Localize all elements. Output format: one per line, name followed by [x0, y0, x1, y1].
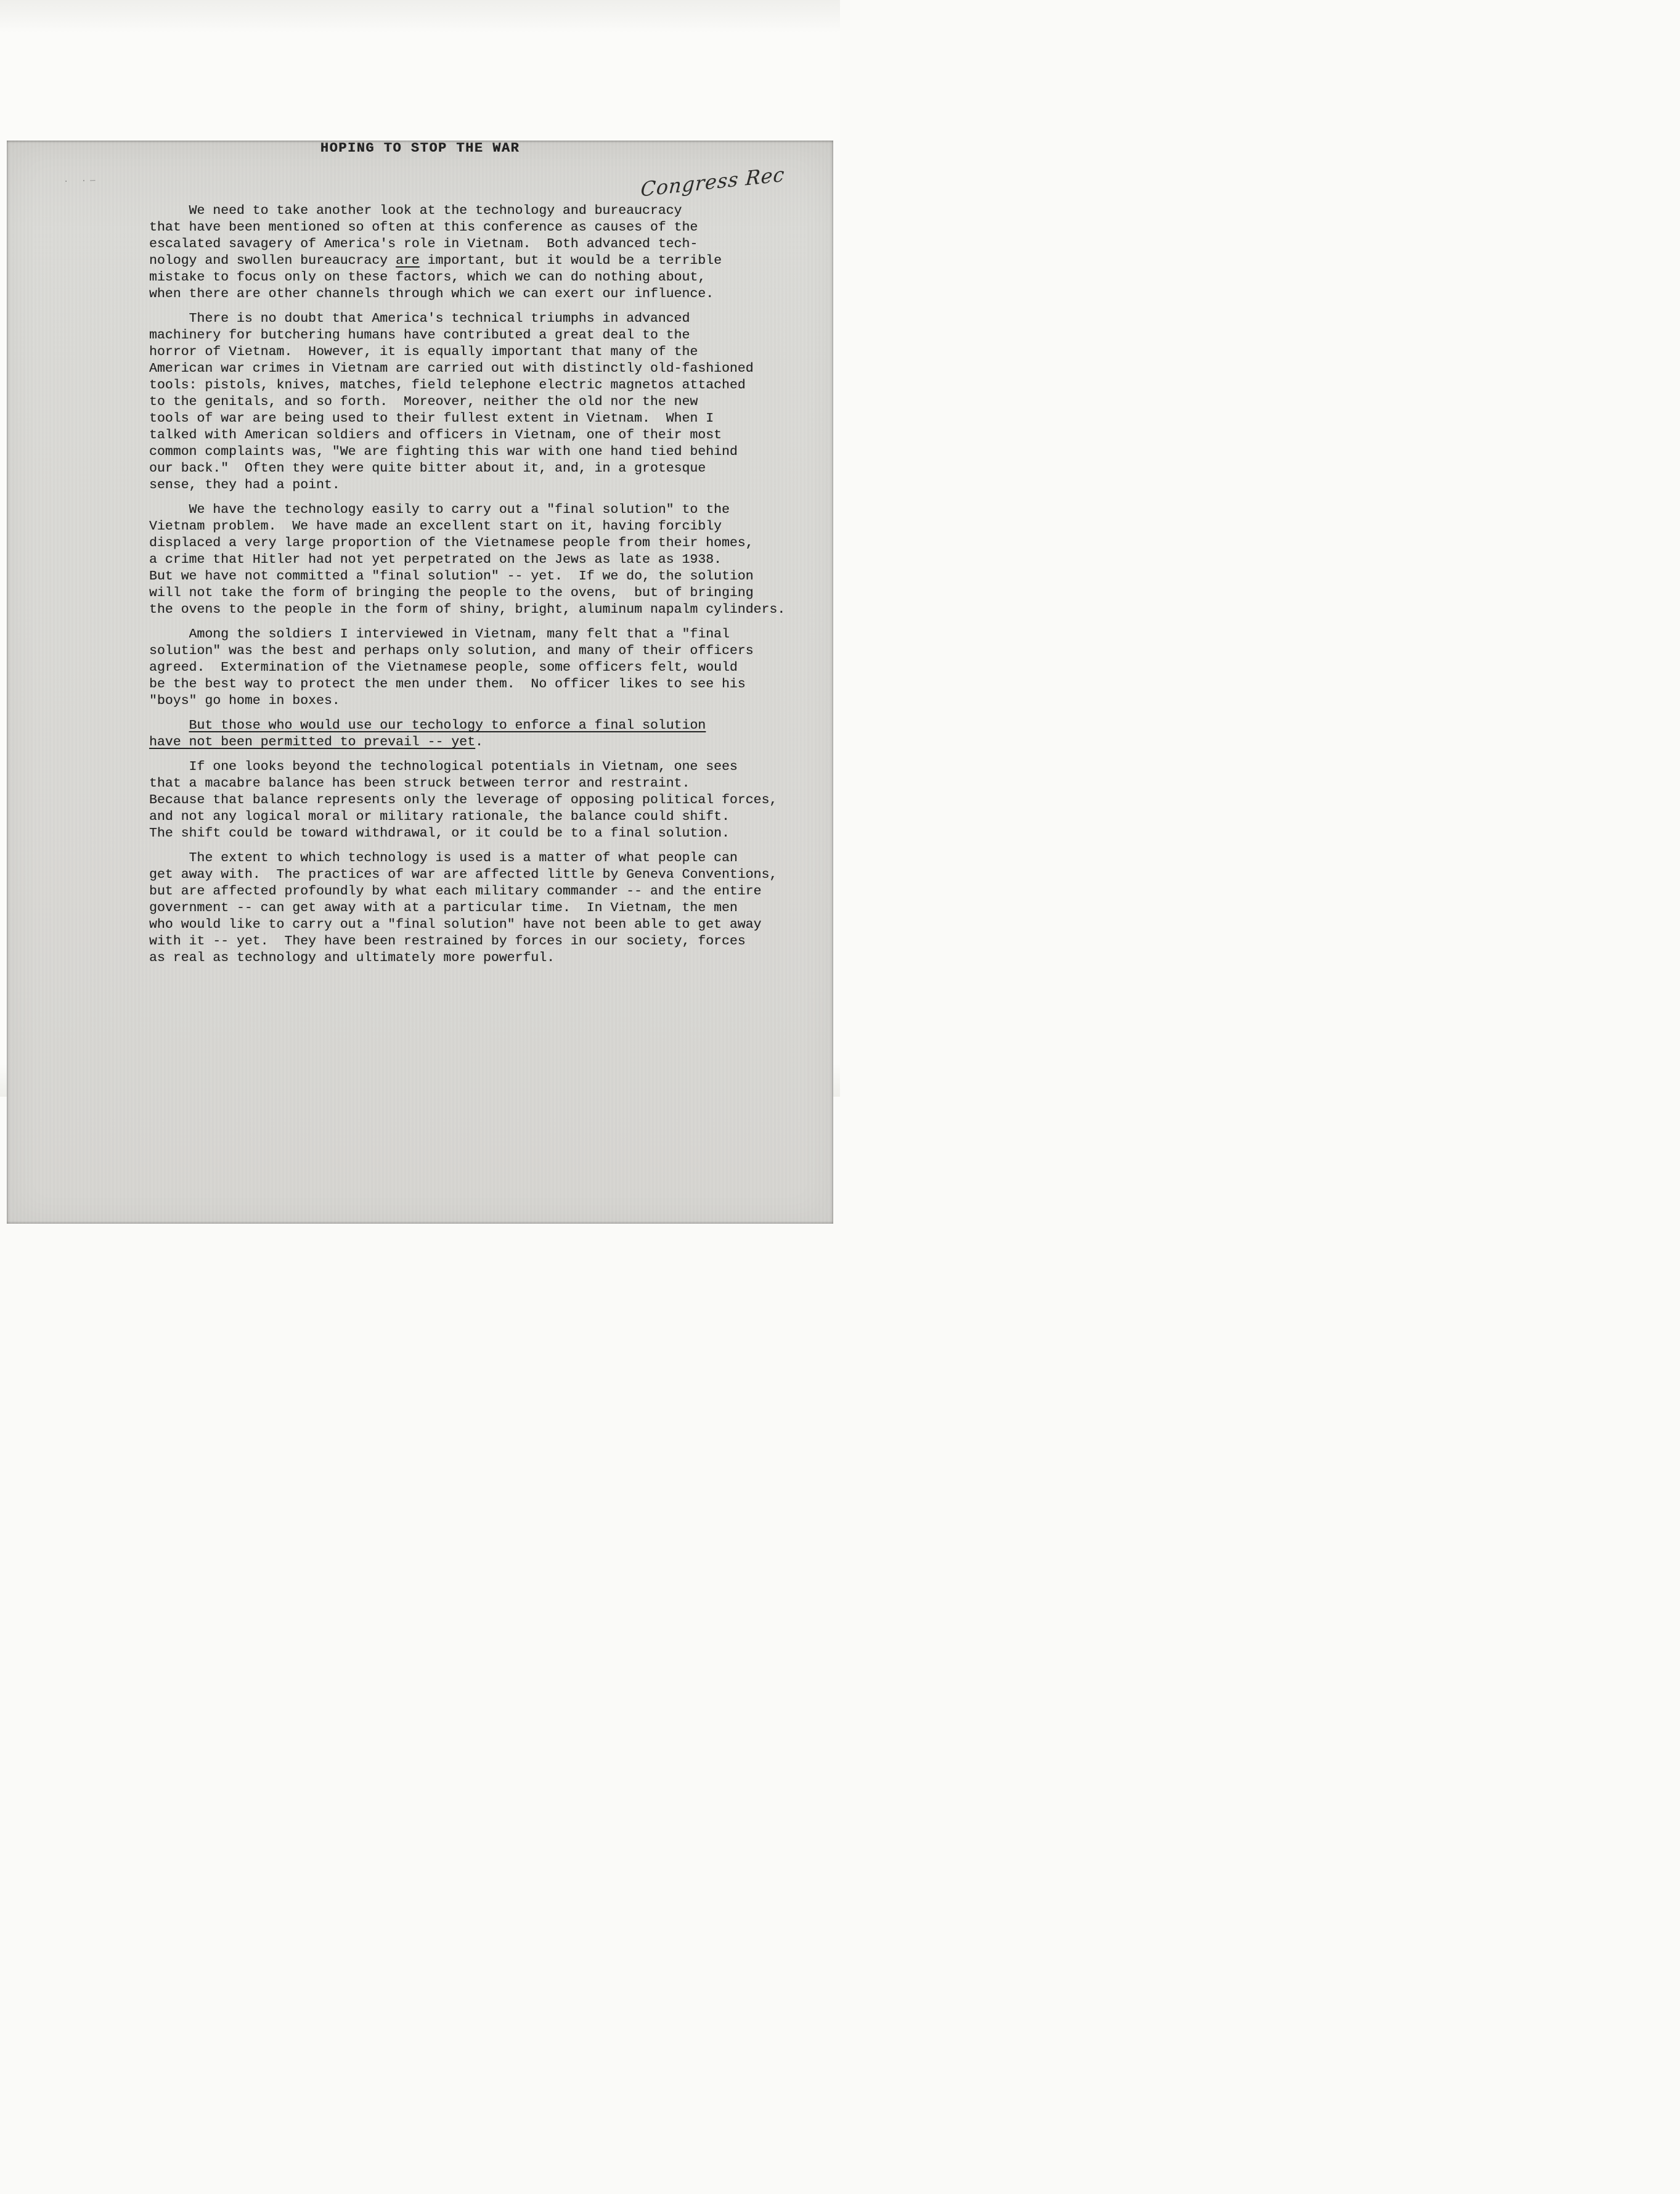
paragraph: [149, 718, 795, 751]
typewritten-line: Vietnam problem. We have made an excellent start on it, having forcibly: [149, 519, 722, 534]
typewritten-line: with it -- yet. They have been restrained by forces in our society, forces: [149, 934, 746, 949]
typewritten-line: be the best way to protect the men under them. No officer likes to see his: [149, 677, 746, 692]
typewritten-line: that a macabre balance has been struck between terror and restraint.: [149, 776, 690, 791]
typewritten-line: If one looks beyond the technological potentials in Vietnam, one sees: [149, 759, 738, 774]
typewritten-line: displaced a very large proportion of the Vietnamese people from their homes,: [149, 536, 754, 551]
typewritten-line: have not been permitted to prevail -- yet.: [149, 735, 483, 750]
typewritten-line: and not any logical moral or military rationale, the balance could shift.: [149, 809, 730, 824]
typewritten-line: our back." Often they were quite bitter about it, and, in a grotesque: [149, 461, 706, 476]
paragraph: [149, 203, 795, 303]
typewritten-line: tools of war are being used to their fullest extent in Vietnam. When I: [149, 411, 714, 426]
typewritten-line: We have the technology easily to carry out a "final solution" to the: [149, 502, 730, 517]
scan-background: [0, 0, 840, 1097]
typewritten-line: The shift could be toward withdrawal, or it could be to a final solution.: [149, 826, 730, 841]
typewritten-line: solution" was the best and perhaps only solution, and many of their officers: [149, 644, 754, 658]
typewritten-line: mistake to focus only on these factors, which we can do nothing about,: [149, 270, 706, 285]
typewritten-line: talked with American soldiers and officers in Vietnam, one of their most: [149, 428, 722, 443]
typewritten-line: escalated savagery of America's role in Vietnam. Both advanced tech-: [149, 237, 698, 252]
underlined-text: have not been permitted to prevail -- yet: [149, 735, 475, 750]
typewritten-line: horror of Vietnam. However, it is equally important that many of the: [149, 345, 698, 359]
paragraph: [149, 502, 795, 618]
typewritten-line: when there are other channels through which we can exert our influence.: [149, 287, 714, 301]
typewritten-line: Among the soldiers I interviewed in Vietnam, many felt that a "final: [149, 627, 730, 642]
typewritten-line: the ovens to the people in the form of shiny, bright, aluminum napalm cylinders.: [149, 602, 786, 617]
typewritten-line: nology and swollen bureaucracy are important, but it would be a terrible: [149, 253, 722, 268]
typewritten-line: to the genitals, and so forth. Moreover, neither the old nor the new: [149, 395, 698, 409]
underlined-text: are: [395, 253, 420, 268]
typewritten-line: government -- can get away with at a particular time. In Vietnam, the men: [149, 901, 738, 915]
typewritten-line: machinery for butchering humans have contributed a great deal to the: [149, 328, 690, 343]
typewritten-line: American war crimes in Vietnam are carried out with distinctly old-fashioned: [149, 361, 754, 376]
typewritten-line: There is no doubt that America's technical triumphs in advanced: [149, 311, 690, 326]
typewritten-line: But we have not committed a "final solution" -- yet. If we do, the solution: [149, 569, 754, 584]
typewritten-line: but are affected profoundly by what each military commander -- and the entire: [149, 884, 762, 899]
paper-sheet: [7, 141, 833, 1224]
paragraph: [149, 850, 795, 967]
paragraph: [149, 626, 795, 710]
typewritten-line: "boys" go home in boxes.: [149, 694, 340, 708]
document-body: [7, 203, 833, 967]
paragraph: [149, 759, 795, 842]
typewritten-line: [149, 718, 795, 734]
pencil-mark: · ·—: [63, 175, 99, 187]
document-title: HOPING TO STOP THE WAR: [320, 141, 520, 156]
typewritten-line: will not take the form of bringing the people to the ovens, but of bringing: [149, 586, 754, 600]
typewritten-line: tools: pistols, knives, matches, field telephone electric magnetos attached: [149, 378, 746, 393]
typewritten-line: get away with. The practices of war are affected little by Geneva Conventions,: [149, 867, 778, 882]
typewritten-line: who would like to carry out a "final solution" have not been able to get away: [149, 917, 762, 932]
typewritten-line: The extent to which technology is used is a matter of what people can: [149, 851, 738, 866]
paragraph: [149, 311, 795, 494]
typewritten-line: sense, they had a point.: [149, 478, 340, 493]
typewritten-line: Because that balance represents only the leverage of opposing political forces,: [149, 793, 778, 808]
typewritten-line: We need to take another look at the technology and bureaucracy: [149, 203, 682, 218]
typewritten-line: as real as technology and ultimately more powerful.: [149, 951, 555, 965]
typewritten-line: common complaints was, "We are fighting this war with one hand tied behind: [149, 444, 738, 459]
underlined-text: But those who would use our techology to enforce a final solution: [189, 718, 706, 733]
typewritten-line: a crime that Hitler had not yet perpetrated on the Jews as late as 1938.: [149, 552, 722, 567]
handwritten-annotation: Congress Rec: [640, 162, 786, 202]
typewritten-line: that have been mentioned so often at this conference as causes of the: [149, 220, 698, 235]
typewritten-line: agreed. Extermination of the Vietnamese people, some officers felt, would: [149, 660, 738, 675]
